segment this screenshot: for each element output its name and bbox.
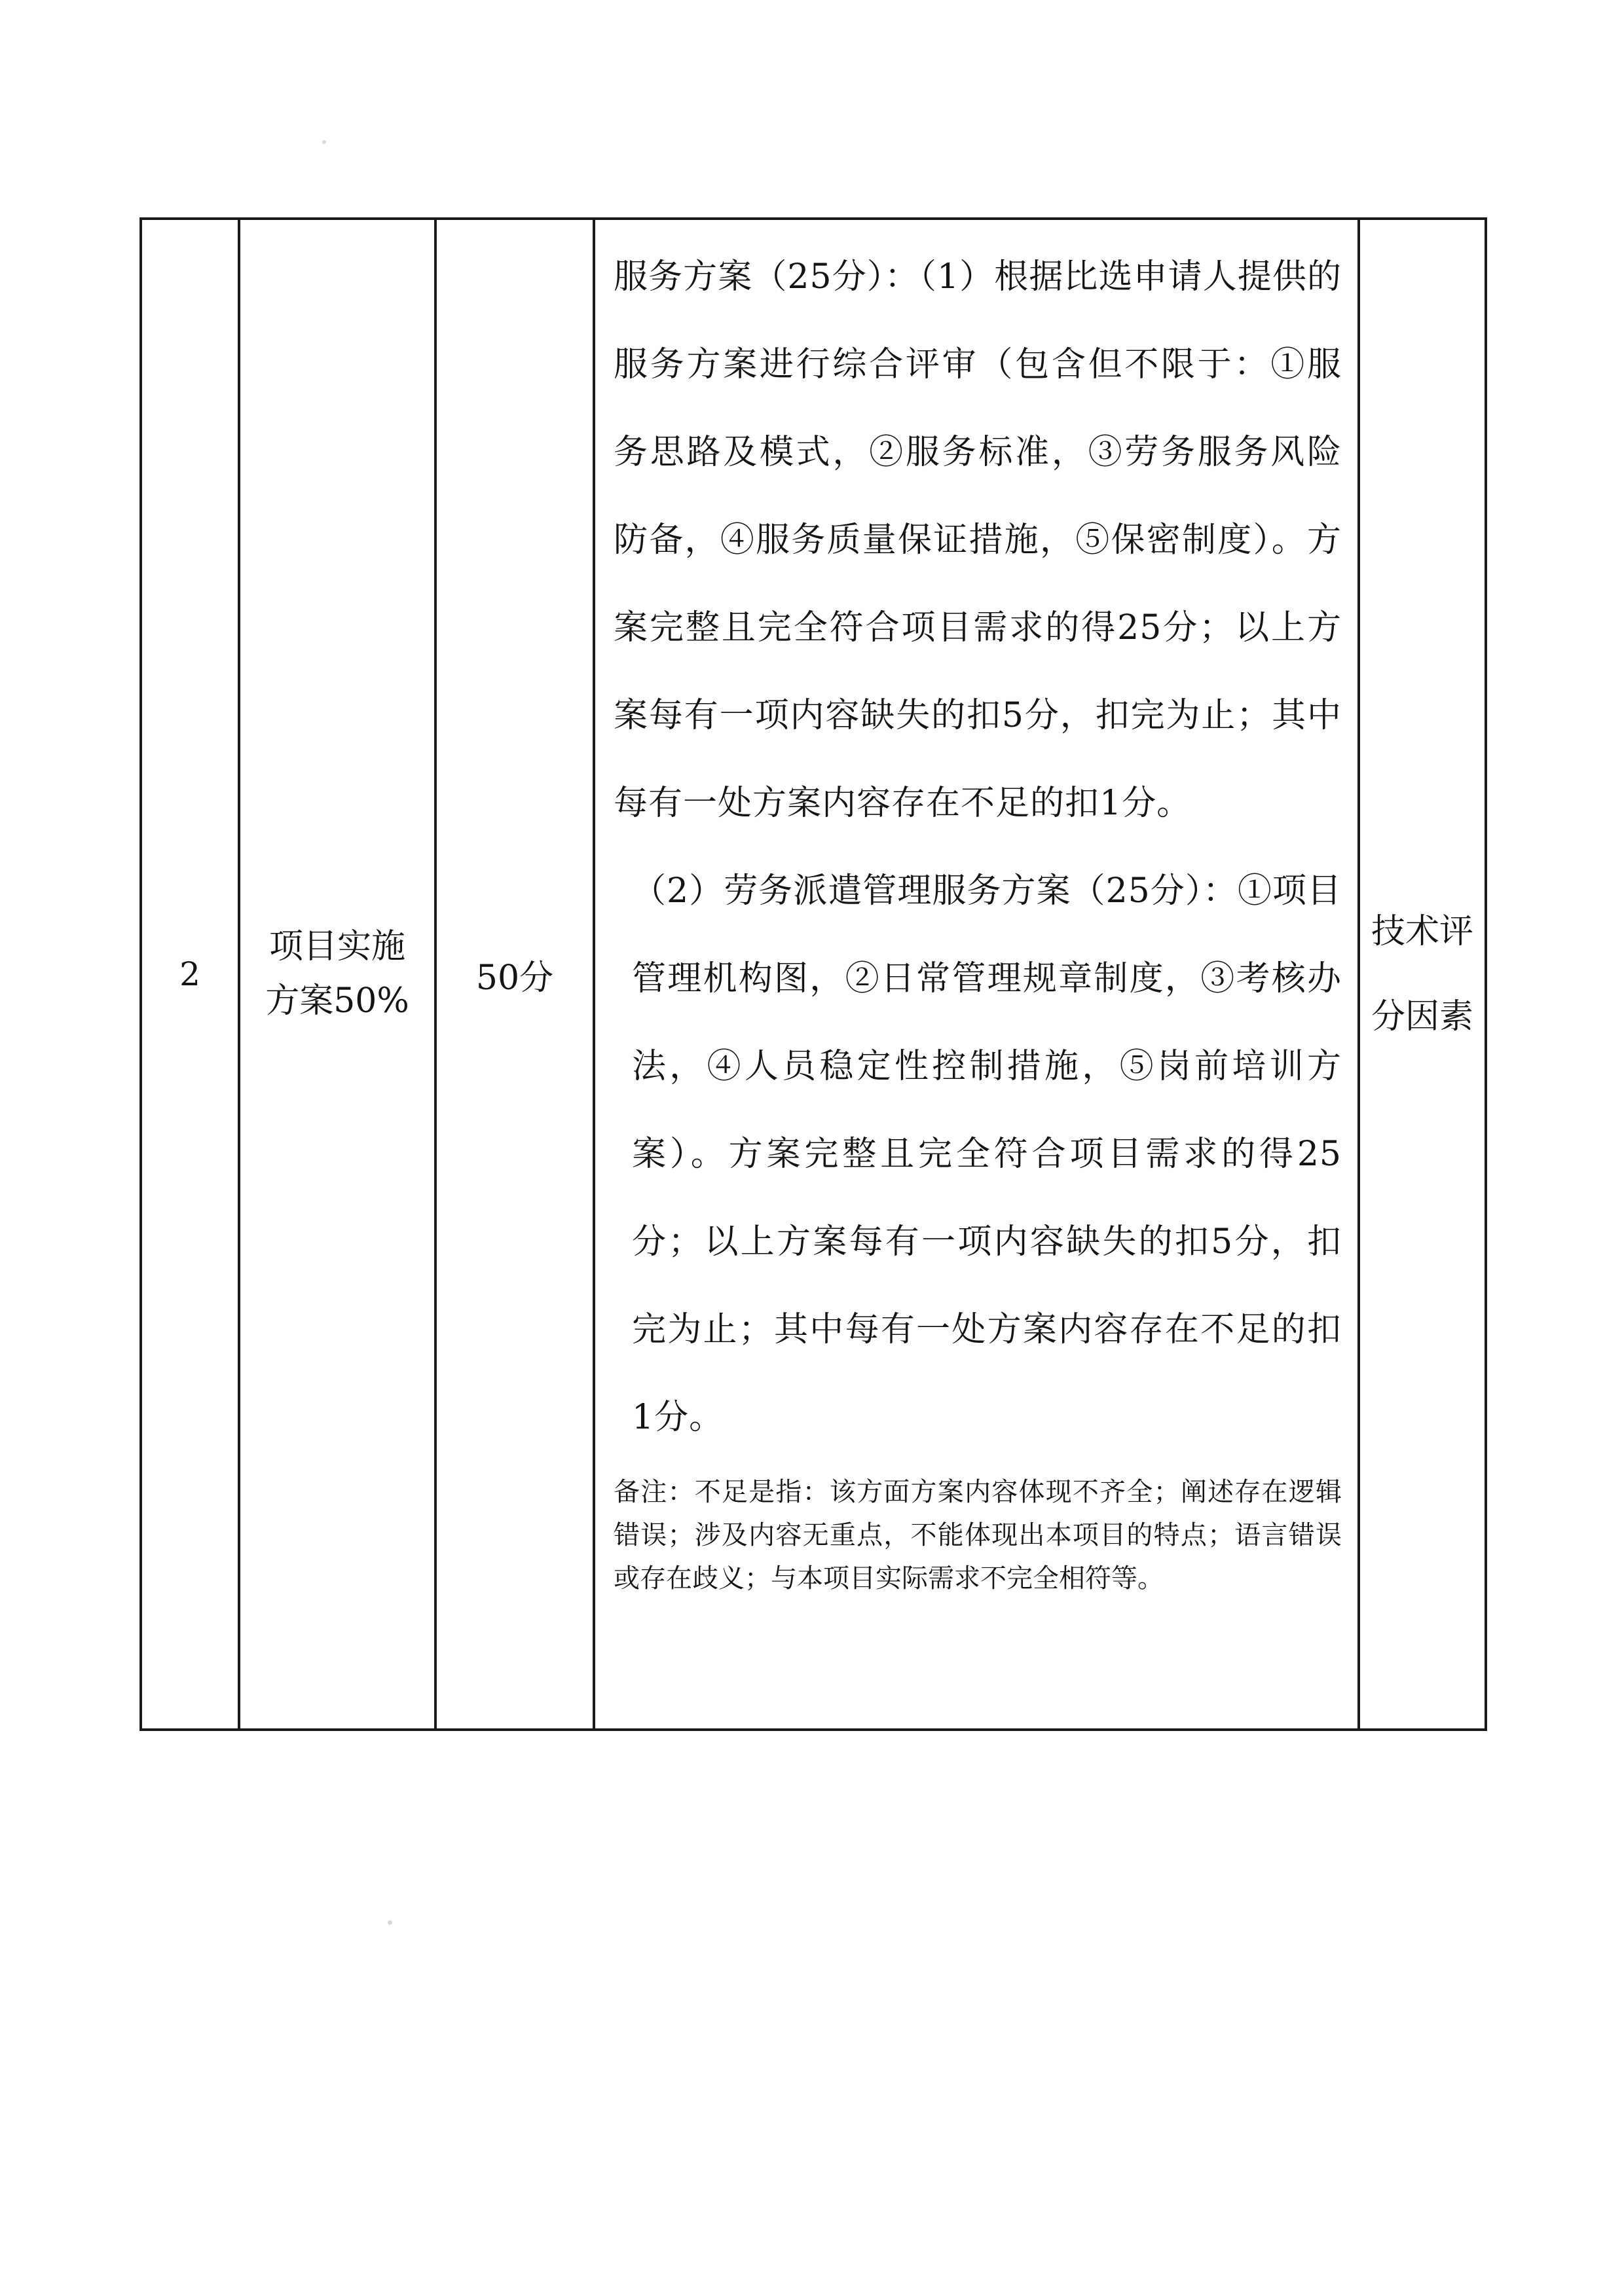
criteria-cell (595, 220, 1357, 1728)
scan-speck (388, 1920, 392, 1925)
item-cell (240, 220, 434, 1728)
category-label: 技术评分因素 (1371, 912, 1473, 1036)
dispatch-plan-criteria: （2）劳务派遣管理服务方案（25分）：①项目管理机构图，②日常管理规章制度，③考核办法，④人员稳定性控制措施，⑤岗前培训方案）。方案完整且完全符合项目需求的得25分；以上方案每有一项内容缺失的扣5分，扣完为止；其中每有一处方案内容存在不足的扣1分。 (632, 871, 1342, 1437)
score-cell (437, 220, 593, 1728)
service-plan-criteria: 服务方案（25分）：（1）根据比选申请人提供的服务方案进行综合评审（包含但不限于：①服务思路及模式，②服务标准，③劳务服务风险防备，④服务质量保证措施，⑤保密制度）。方案完整且完全符合项目需求的得25分；以上方案每有一项内容缺失的扣5分，扣完为止；其中每有一处方案内容存在不足的扣1分。 (614, 257, 1342, 823)
item-name: 项目实施方案50% (265, 926, 409, 1021)
row-index-cell (142, 220, 238, 1728)
criteria-note: 备注：不足是指：该方面方案内容体现不齐全；阐述存在逻辑错误；涉及内容无重点，不能体现出本项目的特点；语言错误或存在歧义；与本项目实际需求不完全相符等。 (614, 1477, 1342, 1594)
scan-speck (322, 140, 326, 144)
score-value: 50分 (475, 958, 554, 998)
category-cell (1360, 220, 1485, 1728)
row-index: 2 (179, 955, 200, 993)
scoring-table (139, 217, 1487, 1731)
